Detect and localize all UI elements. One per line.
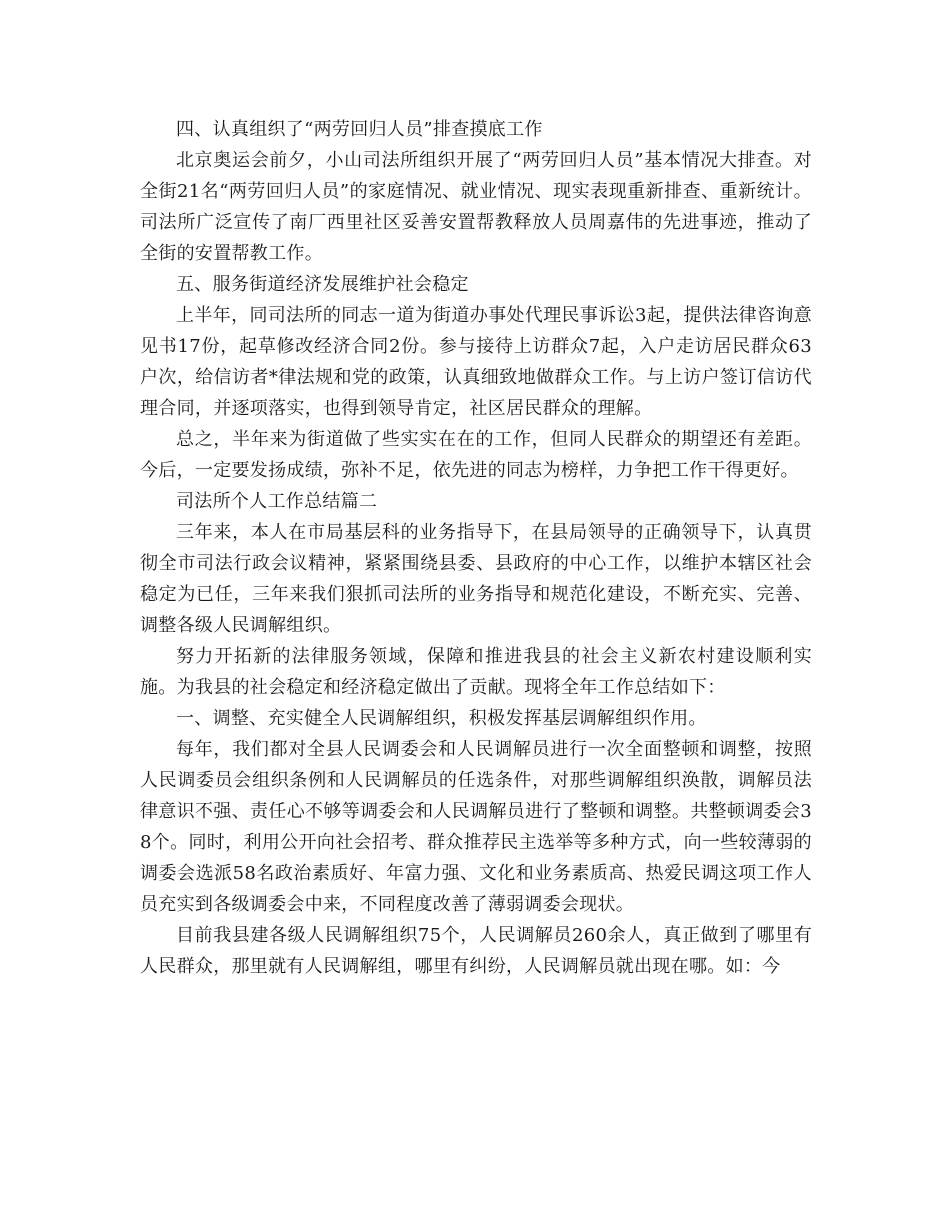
paragraph-olympics-survey: 北京奥运会前夕，小山司法所组织开展了“两劳回归人员”基本情况大排查。对全街21名“两劳回归人员”的家庭情况、就业情况、现实表现重新排查、重新统计。司法所广泛宣传了南厂西里社区妥善安置帮教释放人员周嘉伟的先进事迹，推动了全街的安置帮教工作。 (140, 150, 812, 264)
paragraph-first-half-year: 上半年，同司法所的同志一道为街道办事处代理民事诉讼3起，提供法律咨询意见书17份，起草修改经济合同2份。参与接待上访群众7起，入户走访居民群众63户次，给信访者*律法规和党的政策，认真细致地做群众工作。与上访户签订信访代理合同，并逐项落实，也得到领导肯定，社区居民群众的理解。 (140, 305, 812, 419)
paragraph-current-status: 目前我县建各级人民调解组织75个，人民调解员260余人，真正做到了哪里有人民群众，那里就有人民调解组，哪里有纠纷，人民调解员就出现在哪。如：今 (140, 925, 812, 977)
paragraph-annual-adjustment: 每年，我们都对全县人民调委会和人民调解员进行一次全面整顿和调整，按照人民调委员会组织条例和人民调解员的任选条件，对那些调解组织涣散，调解员法律意识不强、责任心不够等调委会和人民调解员进行了整顿和调整。共整顿调委会38个。同时，利用公开向社会招考、群众推荐民主选举等多种方式，向一些较薄弱的调委会选派58名政治素质好、年富力强、文化和业务素质高、热爱民调这项工作人员充实到各级调委会中来，不同程度改善了薄弱调委会现状。 (140, 739, 812, 915)
section-heading-4: 四、认真组织了“两劳回归人员”排查摸底工作 (176, 119, 543, 140)
paragraph-legal-services: 努力开拓新的法律服务领域，保障和推进我县的社会主义新农村建设顺利实施。为我县的社会稳定和经济稳定做出了贡献。现将全年工作总结如下： (140, 646, 812, 698)
paragraph-summary: 总之，半年来为街道做了些实实在在的工作，但同人民群众的期望还有差距。今后，一定要发扬成绩，弥补不足，依先进的同志为榜样，力争把工作干得更好。 (140, 429, 812, 481)
section-heading-1: 一、调整、充实健全人民调解组织，积极发挥基层调解组织作用。 (176, 708, 707, 729)
article-title-part-two: 司法所个人工作总结篇二 (176, 491, 378, 512)
paragraph-three-years: 三年来，本人在市局基层科的业务指导下，在县局领导的正确领导下，认真贯彻全市司法行政会议精神，紧紧围绕县委、县政府的中心工作，以维护本辖区社会稳定为已任，三年来我们狠抓司法所的业务指导和规范化建设，不断充实、完善、调整各级人民调解组织。 (140, 522, 812, 636)
section-heading-5: 五、服务街道经济发展维护社会稳定 (176, 274, 469, 295)
